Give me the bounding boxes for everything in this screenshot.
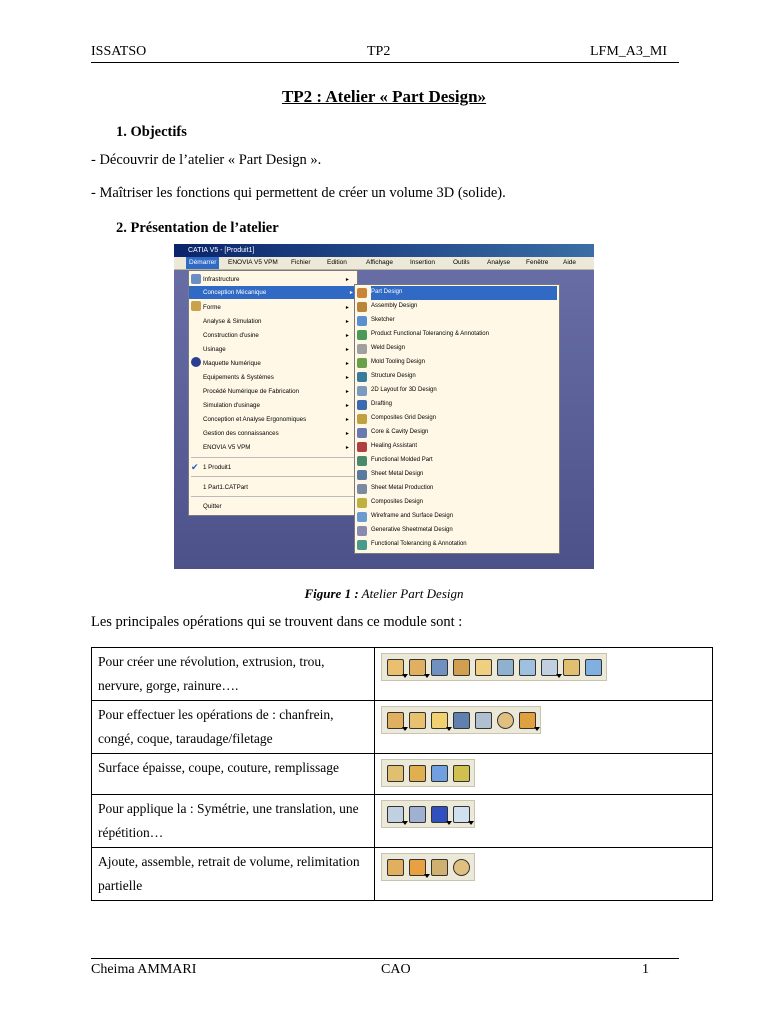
- submenu-generative-sheetmetal[interactable]: Generative Sheetmetal Design: [371, 527, 453, 533]
- shaft-icon[interactable]: [429, 656, 449, 678]
- header-right: LFM_A3_MI: [589, 44, 667, 59]
- menu-item-maquette[interactable]: Maquette Numérique ▸: [203, 360, 349, 367]
- menu-demarrer[interactable]: Démarrer: [186, 257, 219, 269]
- submenu-functional-tolerancing[interactable]: Functional Tolerancing & Annotation: [371, 541, 467, 547]
- draft-icon[interactable]: [429, 709, 449, 731]
- footer-left: Cheima AMMARI: [91, 962, 197, 977]
- sheet-metal-icon: [357, 470, 367, 480]
- toolbar: [381, 853, 475, 881]
- toolbar-dress-up: [375, 701, 713, 754]
- thread-icon[interactable]: [495, 709, 515, 731]
- assemble-icon[interactable]: [385, 856, 405, 878]
- chamfer-icon[interactable]: [407, 709, 427, 731]
- figure-caption: [0, 586, 768, 602]
- header-left: ISSATSO: [91, 44, 147, 59]
- menu-item-produit1[interactable]: 1 Produit1: [203, 464, 232, 471]
- intro-text: Les principales opérations qui se trouvent dans ce module sont :: [91, 614, 463, 630]
- composites-grid-icon: [357, 414, 367, 424]
- table-row: [92, 848, 713, 901]
- generative-sheetmetal-icon: [357, 526, 367, 536]
- menu-item-infrastructure[interactable]: Infrastructure ▸: [203, 276, 349, 283]
- menu-item-analyse-simulation[interactable]: Analyse & Simulation ▸: [203, 318, 349, 325]
- sheet-metal-production-icon: [357, 484, 367, 494]
- menu-item-part1[interactable]: 1 Part1.CATPart: [203, 484, 248, 491]
- table-cell-text: Pour applique la : Symétrie, une translation, une répétition…: [92, 795, 375, 848]
- submenu-structure-design[interactable]: Structure Design: [371, 373, 416, 379]
- window-title-bar: [174, 244, 594, 257]
- slot-icon[interactable]: [517, 656, 537, 678]
- toolbar: [381, 759, 475, 787]
- hole-icon[interactable]: [473, 656, 493, 678]
- molded-part-icon: [357, 456, 367, 466]
- scaling-icon[interactable]: [451, 803, 471, 825]
- thickness-icon[interactable]: [473, 709, 493, 731]
- menu-outils[interactable]: Outils: [453, 259, 470, 266]
- structure-icon: [357, 372, 367, 382]
- menu-separator: [191, 496, 355, 497]
- menu-aide[interactable]: Aide: [563, 259, 577, 266]
- maquette-icon: [191, 357, 201, 367]
- groove-icon[interactable]: [451, 656, 471, 678]
- header-center: TP2: [367, 44, 391, 59]
- menu-item-conception-mecanique[interactable]: Conception Mécanique ▸: [189, 286, 357, 299]
- composites-icon: [357, 498, 367, 508]
- menu-item-simulation-usinage[interactable]: Simulation d'usinage ▸: [203, 402, 349, 409]
- submenu-sketcher[interactable]: Sketcher: [371, 317, 395, 323]
- menu-separator: [191, 457, 355, 458]
- page-footer: [91, 958, 679, 979]
- menu-enovia[interactable]: ENOVIA V5 VPM: [228, 259, 278, 266]
- submenu-drafting[interactable]: Drafting: [371, 401, 393, 407]
- submenu-sheet-metal-production[interactable]: Sheet Metal Production: [371, 485, 434, 491]
- figure-label: Figure 1 :: [304, 586, 359, 601]
- toolbar: [381, 653, 607, 681]
- submenu-healing[interactable]: Healing Assistant: [371, 443, 418, 449]
- menu-item-procede[interactable]: Procédé Numérique de Fabrication ▸: [203, 388, 349, 395]
- layout-icon: [357, 386, 367, 396]
- sew-surface-icon[interactable]: [429, 762, 449, 784]
- drafting-icon: [357, 400, 367, 410]
- weld-icon: [357, 344, 367, 354]
- demarrer-menu: [188, 270, 358, 516]
- menu-separator: [191, 476, 355, 477]
- menu-bar: [174, 257, 594, 270]
- add-icon[interactable]: [407, 856, 427, 878]
- core-cavity-icon: [357, 428, 367, 438]
- toolbar-features: [375, 648, 713, 701]
- toolbar-boolean: [375, 848, 713, 901]
- check-icon: ✔: [191, 462, 199, 472]
- union-trim-icon[interactable]: [451, 856, 471, 878]
- menu-item-enovia[interactable]: ENOVIA V5 VPM ▸: [203, 444, 349, 451]
- translation-icon[interactable]: [385, 803, 405, 825]
- functional-tolerancing-icon: [357, 540, 367, 550]
- menu-item-ergonomie[interactable]: Conception et Analyse Ergonomiques ▸: [203, 416, 349, 423]
- menu-fichier[interactable]: Fichier: [291, 259, 311, 266]
- menu-item-forme[interactable]: Forme ▸: [203, 304, 349, 311]
- page-header: [91, 44, 679, 63]
- submenu-composites-grid[interactable]: Composites Grid Design: [371, 415, 437, 421]
- submenu-composites-design[interactable]: Composites Design: [371, 499, 424, 505]
- pad-icon[interactable]: [385, 656, 405, 678]
- shell-icon[interactable]: [451, 709, 471, 731]
- sketcher-icon: [357, 316, 367, 326]
- submenu-mold-tooling[interactable]: Mold Tooling Design: [371, 359, 425, 365]
- pocket-icon[interactable]: [407, 656, 427, 678]
- menu-affichage[interactable]: Affichage: [366, 259, 393, 266]
- submenu-core-cavity[interactable]: Core & Cavity Design: [371, 429, 429, 435]
- mold-icon: [357, 358, 367, 368]
- conception-submenu: [354, 284, 560, 554]
- toolbar: [381, 800, 475, 828]
- split-icon[interactable]: [407, 762, 427, 784]
- remove-icon[interactable]: [429, 856, 449, 878]
- menu-fenetre[interactable]: Fenêtre: [526, 259, 549, 266]
- figure-text: Atelier Part Design: [358, 586, 464, 601]
- objective-2: - Maîtriser les fonctions qui permettent de créer un volume 3D (solide).: [91, 185, 506, 201]
- objective-1: - Découvrir de l’atelier « Part Design ».: [91, 152, 322, 168]
- menu-item-quitter[interactable]: Quitter: [203, 503, 222, 510]
- rib-icon[interactable]: [495, 656, 515, 678]
- mirror-icon[interactable]: [407, 803, 427, 825]
- section-objectifs: 1. Objectifs: [116, 124, 187, 140]
- stiffener-icon[interactable]: [539, 656, 559, 678]
- window-title: CATIA V5 - [Produit1]: [188, 247, 255, 254]
- table-row: [92, 795, 713, 848]
- toolbar: [381, 706, 541, 734]
- table-cell-text: Ajoute, assemble, retrait de volume, relimitation partielle: [92, 848, 375, 901]
- healing-icon: [357, 442, 367, 452]
- submenu-part-design[interactable]: Part Design: [371, 286, 557, 300]
- menu-item-construction-usine[interactable]: Construction d'usine ▸: [203, 332, 349, 339]
- menu-item-equipements[interactable]: Equipements & Systèmes ▸: [203, 374, 349, 381]
- operations-table: [91, 647, 713, 901]
- table-cell-text: Surface épaisse, coupe, couture, remplissage: [92, 754, 375, 795]
- section-presentation: 2. Présentation de l’atelier: [116, 220, 279, 236]
- infrastructure-icon: [191, 274, 201, 284]
- tolerancing-icon: [357, 330, 367, 340]
- menu-insertion[interactable]: Insertion: [410, 259, 435, 266]
- menu-edition[interactable]: Edition: [327, 259, 347, 266]
- table-row: [92, 701, 713, 754]
- table-cell-text: Pour créer une révolution, extrusion, trou, nervure, gorge, rainure….: [92, 648, 375, 701]
- remove-loft-icon[interactable]: [583, 656, 603, 678]
- fillet-icon[interactable]: [385, 709, 405, 731]
- table-row: [92, 754, 713, 795]
- menu-item-usinage[interactable]: Usinage ▸: [203, 346, 349, 353]
- footer-center: CAO: [381, 962, 411, 977]
- page-title: TP2 : Atelier « Part Design»: [281, 87, 487, 106]
- forme-icon: [191, 301, 201, 311]
- pattern-icon[interactable]: [429, 803, 449, 825]
- footer-right: 1: [642, 962, 649, 977]
- toolbar-transformations: [375, 795, 713, 848]
- menu-analyse[interactable]: Analyse: [487, 259, 511, 266]
- loft-icon[interactable]: [561, 656, 581, 678]
- table-cell-text: Pour effectuer les opérations de : chanfrein, congé, coque, taraudage/filetage: [92, 701, 375, 754]
- submenu-sheet-metal-design[interactable]: Sheet Metal Design: [371, 471, 424, 477]
- submenu-functional-molded[interactable]: Functional Molded Part: [371, 457, 433, 463]
- toolbar-surface-based: [375, 754, 713, 795]
- submenu-weld-design[interactable]: Weld Design: [371, 345, 405, 351]
- close-surface-icon[interactable]: [451, 762, 471, 784]
- submenu-2d-layout[interactable]: 2D Layout for 3D Design: [371, 387, 437, 393]
- thick-surface-icon[interactable]: [385, 762, 405, 784]
- submenu-assembly-design[interactable]: Assembly Design: [371, 303, 418, 309]
- submenu-product-tolerancing[interactable]: Product Functional Tolerancing & Annotation: [371, 331, 489, 337]
- assembly-icon: [357, 302, 367, 312]
- remove-face-icon[interactable]: [517, 709, 537, 731]
- catia-screenshot: [174, 244, 594, 569]
- menu-item-connaissances[interactable]: Gestion des connaissances ▸: [203, 430, 349, 437]
- part-design-icon: [357, 288, 367, 298]
- wireframe-icon: [357, 512, 367, 522]
- table-row: [92, 648, 713, 701]
- submenu-wireframe-surface[interactable]: Wireframe and Surface Design: [371, 513, 454, 519]
